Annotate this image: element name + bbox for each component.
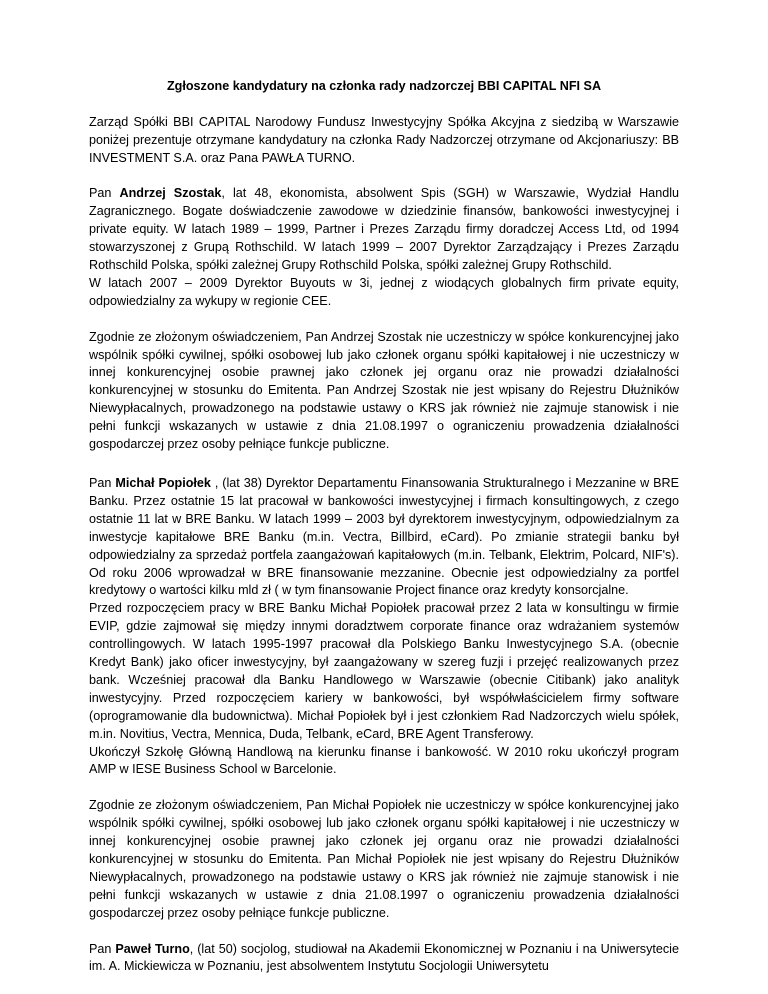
candidate-bio-text: Ukończył Szkołę Główną Handlową na kierunku finanse i bankowość. W 2010 roku ukończył program AMP w IESE Business School w Barcelonie. <box>89 744 679 777</box>
document-title: Zgłoszone kandydatury na członka rady nadzorczej BBI CAPITAL NFI SA <box>166 79 602 93</box>
candidate-bio-text: Przed rozpoczęciem pracy w BRE Banku Michał Popiołek pracował przez 2 lata w konsultingu w firmie EVIP, gdzie zajmował się między innymi doradztwem corporate finance oraz wdrażaniem systemów controllingowych. W latach 1995-1997 pracował dla Polskiego Banku Inwestycyjnego S.A. (obecnie Kredyt Bank) jako oficer inwestycyjny, był zaangażowany w szereg fuzji i przejęć realizowanych przez bank. Wcześniej pracował dla Banku Handlowego w Warszawie (obecnie Citibank) jako analityk inwestycyjny. Przed rozpoczęciem kariery w bankowości, był współwłaścicielem firmy software (oprogramowanie dla budownictwa). Michał Popiołek był i jest członkiem Rad Nadzorczych wielu spółek, m.in. Novitius, Vectra, Mennica, Duda, Telbank, eCard, BRE Agent Transferowy. <box>89 601 679 741</box>
candidate-prefix: Pan <box>89 475 116 490</box>
candidate-name: Paweł Turno <box>115 941 190 956</box>
intro-paragraph: Zarząd Spółki BBI CAPITAL Narodowy Fundusz Inwestycyjny Spółka Akcyjna z siedzibą w Warszawie poniżej prezentuje otrzymane kandydatury na członka Rady Nadzorczej otrzymane od Akcjonariuszy: BB INVESTMENT S.A. oraz Pana PAWŁA TURNO. <box>89 114 679 165</box>
candidate-prefix: Pan <box>89 941 116 956</box>
candidate-popiolek-bio <box>89 475 679 779</box>
candidate-name: Andrzej Szostak <box>119 186 222 201</box>
candidate-popiolek-statement: Zgodnie ze złożonym oświadczeniem, Pan Michał Popiołek nie uczestniczy w spółce konkurencyjnej jako wspólnik spółki cywilnej, spółki osobowej lub jako członek organu spółki kapitałowej i nie uczestniczy w innej konkurencyjnej osobie prawnej jako członek jej organu oraz nie prowadzi działalności konkurencyjnej w stosunku do Emitenta. Pan Michał Popiołek nie jest wpisany do Rejestru Dłużników Niewypłacalnych, prowadzonego na podstawie ustawy o KRS jak również nie zajmuje stanowisk i nie pełni funkcji wskazanych w ustawie z dnia 21.08.1997 o ograniczeniu prowadzenia działalności gospodarczej przez osoby pełniące funkcje publiczne. <box>89 798 679 920</box>
candidate-bio-text: , (lat 38) Dyrektor Departamentu Finansowania Strukturalnego i Mezzanine w BRE Banku. Przez ostatnie 15 lat pracował w bankowości inwestycyjnej i firmach konsultingowych, z czego ostatnie 11 lat w BRE Banku. W latach 1999 – 2003 był dyrektorem inwestycyjnym, odpowiedzialnym za inwestycje kapitałowe BRE Banku (m.in. Vectra, Billbird, eCard). Po zmianie strategii banku był odpowiedzialny za sprzedaż portfela zaangażowań kapitałowych (m.in. Telbank, Elektrim, Polcard, NIF's). Od roku 2006 wprowadzał w BRE finansowanie mezzanine. Obecnie jest odpowiedzialny za portfel kredytowy o wartości kilku mld zł ( w tym finansowanie Project finance oraz kredyty konsorcjalne. <box>89 475 679 598</box>
document-page <box>89 78 679 994</box>
candidate-szostak-statement: Zgodnie ze złożonym oświadczeniem, Pan Andrzej Szostak nie uczestniczy w spółce konkurencyjnej jako wspólnik spółki cywilnej, spółki osobowej lub jako członek organu spółki kapitałowej i nie uczestniczy w innej konkurencyjnej osobie prawnej jako członek jej organu oraz nie prowadzi działalności konkurencyjnej w stosunku do Emitenta. Pan Andrzej Szostak nie jest wpisany do Rejestru Dłużników Niewypłacalnych, prowadzonego na podstawie ustawy o KRS jak również nie zajmuje stanowisk i nie pełni funkcji wskazanych w ustawie z dnia 21.08.1997 o ograniczeniu prowadzenia działalności gospodarczej przez osoby pełniące funkcje publiczne. <box>89 329 679 452</box>
candidate-prefix: Pan <box>89 186 120 201</box>
candidate-name: Michał Popiołek <box>115 475 211 490</box>
candidate-turno-bio <box>89 941 679 977</box>
candidate-bio-text: , (lat 50) socjolog, studiował na Akademii Ekonomicznej w Poznaniu i na Uniwersytecie im. A. Mickiewicza w Poznaniu, jest absolwentem Instytutu Socjologii Uniwersytetu <box>89 941 679 974</box>
candidate-bio-text: W latach 2007 – 2009 Dyrektor Buyouts w 3i, jednej z wiodących globalnych firm private equity, odpowiedzialny za wykupy w regionie CEE. <box>89 275 679 308</box>
candidate-bio-text: , lat 48, ekonomista, absolwent Spis (SGH) w Warszawie, Wydział Handlu Zagranicznego. Bogate doświadczenie zawodowe w dziedzinie finansów, bankowości inwestycyjnej i private equity. W latach 1989 – 1999, Partner i Prezes Zarządu firmy doradczej Access Ltd, od 1994 stowarzyszonej z Grupą Rothschild. W latach 1999 – 2007 Dyrektor Zarządzający i Prezes Zarządu Rothschild Polska, spółki zależnej Grupy Rothschild Polska, spółki zależnej Grupy Rothschild. <box>89 186 679 273</box>
candidate-szostak-bio <box>89 185 679 310</box>
